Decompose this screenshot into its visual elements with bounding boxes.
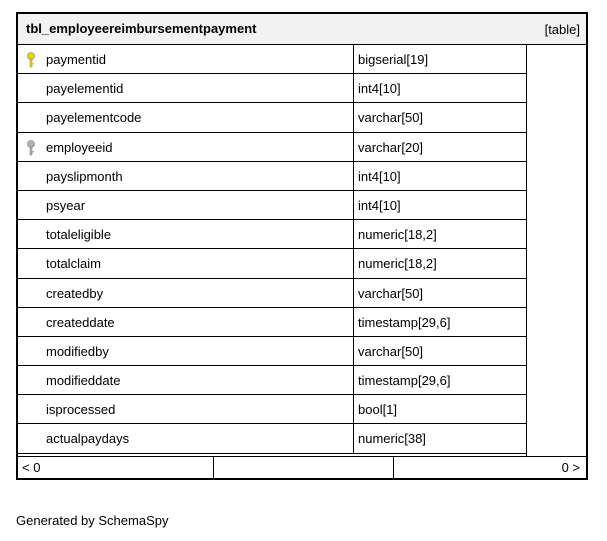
- column-type: int4[10]: [358, 81, 401, 97]
- column-divider: [353, 133, 354, 161]
- relationship-footer: [18, 456, 586, 479]
- column-row[interactable]: [18, 424, 526, 453]
- column-divider: [353, 279, 354, 307]
- column-row[interactable]: [18, 395, 526, 424]
- column-name: psyear: [46, 197, 86, 213]
- column-type: varchar[20]: [358, 139, 424, 155]
- column-type: int4[10]: [358, 168, 401, 184]
- column-divider: [353, 395, 354, 423]
- column-row[interactable]: [18, 74, 526, 103]
- column-divider: [353, 45, 354, 73]
- column-name: totalclaim: [46, 256, 101, 272]
- column-type: timestamp[29,6]: [358, 373, 451, 389]
- column-row[interactable]: [18, 337, 526, 366]
- column-divider: [353, 162, 354, 190]
- column-divider: [353, 74, 354, 102]
- column-list: [18, 45, 527, 456]
- column-row[interactable]: [18, 366, 526, 395]
- column-divider: [353, 191, 354, 219]
- column-divider: [353, 337, 354, 365]
- table-title-bar: [18, 14, 586, 45]
- column-name: modifiedby: [46, 343, 109, 359]
- column-divider: [353, 103, 354, 131]
- foreign-key-icon: [26, 140, 36, 156]
- column-type: varchar[50]: [358, 110, 424, 126]
- column-row[interactable]: [18, 191, 526, 220]
- column-name: actualpaydays: [46, 431, 130, 447]
- column-type: varchar[50]: [358, 285, 424, 301]
- column-row[interactable]: [18, 133, 526, 162]
- column-name: payslipmonth: [46, 168, 123, 184]
- column-name: modifieddate: [46, 373, 121, 389]
- column-row[interactable]: [18, 162, 526, 191]
- column-name: payelementcode: [46, 110, 142, 126]
- column-name: isprocessed: [46, 402, 116, 418]
- column-row[interactable]: [18, 308, 526, 337]
- column-type: varchar[50]: [358, 343, 424, 359]
- column-divider: [353, 366, 354, 394]
- footer-divider: [393, 457, 394, 479]
- table-name[interactable]: tbl_employeereimbursementpayment: [26, 21, 257, 36]
- column-name: totaleligible: [46, 227, 112, 243]
- column-type: numeric[38]: [358, 431, 426, 447]
- column-divider: [353, 308, 354, 336]
- column-row[interactable]: [18, 220, 526, 249]
- footer-divider: [213, 457, 214, 479]
- column-type: int4[10]: [358, 197, 401, 213]
- column-type: numeric[18,2]: [358, 256, 437, 272]
- column-name: payelementid: [46, 81, 124, 97]
- column-type: timestamp[29,6]: [358, 314, 451, 330]
- primary-key-icon: [26, 52, 36, 68]
- column-type: numeric[18,2]: [358, 227, 437, 243]
- column-divider: [353, 424, 354, 452]
- column-type: bool[1]: [358, 402, 398, 418]
- generated-by-label: Generated by SchemaSpy: [16, 513, 169, 528]
- column-divider: [353, 249, 354, 277]
- child-count[interactable]: 0 >: [561, 460, 580, 475]
- table-box: [16, 12, 588, 480]
- column-row[interactable]: [18, 45, 526, 74]
- column-name: employeeid: [46, 139, 113, 155]
- column-divider: [353, 220, 354, 248]
- column-type: bigserial[19]: [358, 52, 429, 67]
- column-name: paymentid: [46, 52, 106, 67]
- parent-count[interactable]: < 0: [22, 460, 41, 475]
- column-name: createddate: [46, 314, 115, 330]
- column-row[interactable]: [18, 279, 526, 308]
- table-type-label: [table]: [544, 22, 580, 37]
- column-row[interactable]: [18, 249, 526, 278]
- column-name: createdby: [46, 285, 104, 301]
- column-row[interactable]: [18, 103, 526, 132]
